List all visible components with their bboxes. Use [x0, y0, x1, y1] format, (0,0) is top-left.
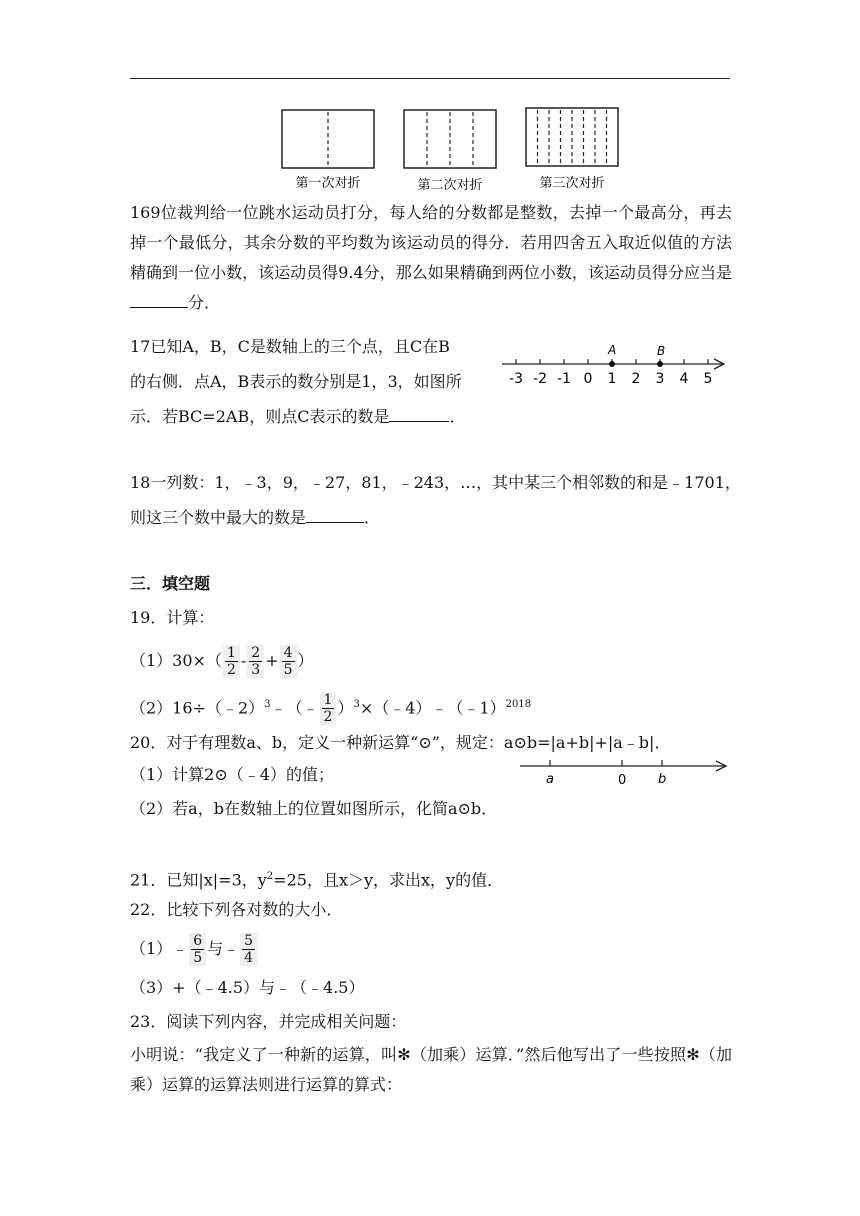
- fraction: $\frac{1}{2}$: [320, 692, 337, 725]
- axis-tick-label: -3: [509, 371, 523, 387]
- label-b: b: [658, 772, 667, 787]
- minus-sign: -: [240, 651, 247, 670]
- q18-line2: [130, 506, 380, 529]
- point-a-dot: [609, 361, 615, 367]
- answer-blank: [389, 405, 449, 422]
- q17-line3-text: 示．若BC=2AB，则点C表示的数是: [130, 407, 390, 426]
- fraction: $\frac{2}{3}$: [247, 645, 264, 678]
- axis-tick-label: 1: [607, 371, 617, 387]
- axis-tick-label: 2: [631, 371, 641, 387]
- axis-tick-label: 3: [655, 371, 665, 387]
- header-rule: [130, 78, 730, 79]
- fold-figures: [276, 104, 626, 196]
- fold-figure-1: [282, 110, 374, 191]
- q17-line2: 的右侧．点A，B表示的数分别是1，3，如图所: [130, 372, 462, 391]
- fraction: $\frac{1}{2}$: [223, 645, 240, 678]
- fraction: $\frac{6}{5}$: [189, 933, 206, 966]
- fold-caption-1: 第一次对折: [295, 176, 361, 191]
- fold-figure-2: [404, 110, 496, 193]
- axis-tick-label: 5: [703, 371, 713, 387]
- axis-tick-label: 0: [583, 371, 593, 387]
- axis-tick-label: -1: [557, 371, 571, 387]
- q16-text: 169位裁判给一位跳水运动员打分，每人给的分数都是整数，去掉一个最高分，再去掉一个最低分，其余分数的平均数为该运动员的得分．若用四舍五入取近似值的方法精确到一位小数，该运动员得9.4分，那么如果精确到两位小数，该运动员得分应当是: [130, 203, 732, 282]
- q18-suffix: ．: [364, 508, 381, 527]
- q17-number-line: [500, 340, 732, 390]
- question-16: [130, 198, 732, 318]
- fold-caption-2: 第二次对折: [417, 178, 483, 193]
- q20-line3: （2）若a，b在数轴上的位置如图所示，化简a⊙b．: [130, 799, 498, 818]
- answer-blank: [306, 506, 364, 523]
- q22-part1: （1）﹣ $\frac{6}{5}$ 与﹣ $\frac{5}{4}$: [130, 932, 258, 966]
- axis-tick-label: 4: [679, 371, 689, 387]
- fraction: $\frac{4}{5}$: [280, 645, 297, 678]
- q19-p1-prefix: （1）30×（: [130, 651, 222, 670]
- label-a: a: [546, 772, 554, 787]
- q17-line3: [130, 405, 465, 428]
- label-zero: 0: [618, 773, 627, 788]
- q20-line1: 20．对于有理数a、b，定义一种新运算“⊙”，规定：a⊙b=|a+b|+|a﹣b|．: [130, 733, 671, 752]
- q20-line2: （1）计算2⊙（﹣4）的值；: [130, 765, 334, 784]
- q16-suffix: 分．: [188, 293, 221, 312]
- plus-sign: +: [265, 651, 279, 670]
- answer-blank: [130, 291, 188, 308]
- q17-line1: 17已知A，B，C是数轴上的三个点，且C在B: [130, 337, 450, 356]
- point-b-label: B: [657, 344, 666, 358]
- q19-p1-suffix: ）: [297, 651, 314, 670]
- q23-text: 小明说：“我定义了一种新的运算，叫✻（加乘）运算．”然后他写出了一些按照✻（加乘）运算的运算法则进行运算的算式：: [130, 1045, 732, 1094]
- q19-part1: [130, 644, 314, 678]
- q22-title: 22．比较下列各对数的大小．: [130, 900, 343, 919]
- section-heading: 三．填空题: [130, 574, 211, 593]
- question-21: 21．已知|x|=3，$y^2=25$，且x＞y，求出x，y的值．: [130, 870, 504, 890]
- q17-suffix: ．: [449, 407, 466, 426]
- fold-figure-3: [526, 108, 618, 191]
- point-a-label: A: [608, 343, 617, 357]
- q18-line2-text: 则这三个数中最大的数是: [130, 508, 307, 527]
- fold-caption-3: 第三次对折: [539, 176, 605, 191]
- fraction: $\frac{5}{4}$: [240, 933, 257, 966]
- point-b-dot: [657, 361, 663, 367]
- q23-line1: 23．阅读下列内容，并完成相关问题：: [130, 1012, 407, 1031]
- q20-number-line: [518, 754, 732, 790]
- q22-part3: （3）+（﹣4.5）与﹣（﹣4.5）: [130, 978, 365, 997]
- q18-line1: 18一列数：1，﹣3，9，﹣27，81，﹣243，…，其中某三个相邻数的和是﹣1701，: [130, 473, 741, 492]
- q19-part2: （2）16÷（﹣2）$^3$﹣（﹣ $\frac{1}{2}$ ）$^3$×（﹣4）﹣（﹣1）$^{2018}$: [130, 692, 532, 726]
- q19-title: 19．计算：: [130, 608, 215, 627]
- axis-tick-label: -2: [533, 371, 547, 387]
